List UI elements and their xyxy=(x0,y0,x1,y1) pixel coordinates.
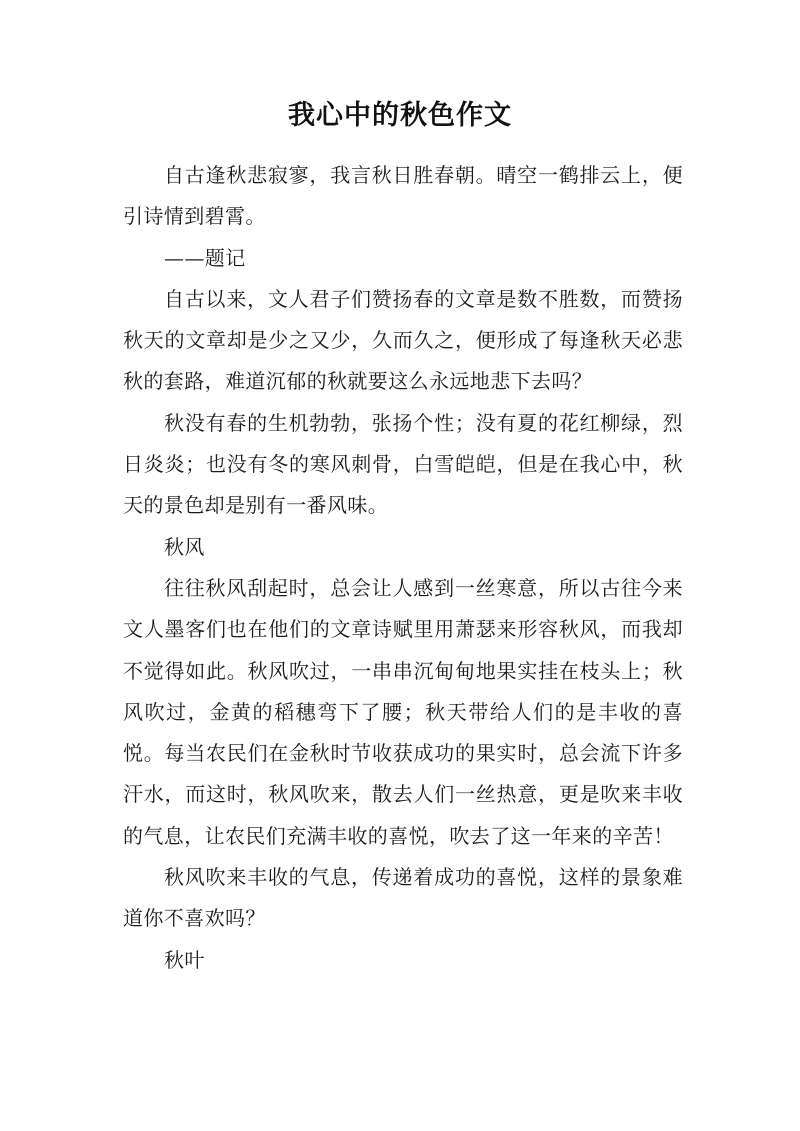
paragraph-autumn-wind: 往往秋风刮起时，总会让人感到一丝寒意，所以古往今来文人墨客们也在他们的文章诗赋里用萧瑟来形容秋风，而我却不觉得如此。秋风吹过，一串串沉甸甸地果实挂在枝头上；秋风吹过，金黄的稻穗弯下了腰；秋天带给人们的是丰收的喜悦。每当农民们在金秋时节收获成功的果实时，总会流下许多汗水，而这时，秋风吹来，散去人们一丝热意，更是吹来丰收的气息，让农民们充满丰收的喜悦，吹去了这一年来的辛苦！ xyxy=(123,575,683,848)
section-heading-autumn-wind: 秋风 xyxy=(164,534,205,559)
paragraph-intro: 自古以来，文人君子们赞扬春的文章是数不胜数，而赞扬秋天的文章却是少之又少，久而久之，便形成了每逢秋天必悲秋的套路，难道沉郁的秋就要这么永远地悲下去吗？ xyxy=(123,286,683,394)
section-heading-autumn-leaves: 秋叶 xyxy=(164,947,205,972)
paragraph-autumn-wind-summary: 秋风吹来丰收的气息，传递着成功的喜悦，这样的景象难道你不喜欢吗？ xyxy=(123,865,683,931)
paragraph-poem: 自古逢秋悲寂寥，我言秋日胜春朝。晴空一鹤排云上，便引诗情到碧霄。 xyxy=(123,163,683,229)
document-body xyxy=(123,155,683,981)
document-title: 我心中的秋色作文 xyxy=(288,100,512,131)
paragraph-epigraph: ——题记 xyxy=(164,245,246,270)
paragraph-autumn-character: 秋没有春的生机勃勃，张扬个性；没有夏的花红柳绿，烈日炎炎；也没有冬的寒风刺骨，白雪皑皑，但是在我心中，秋天的景色却是别有一番风味。 xyxy=(123,410,683,518)
